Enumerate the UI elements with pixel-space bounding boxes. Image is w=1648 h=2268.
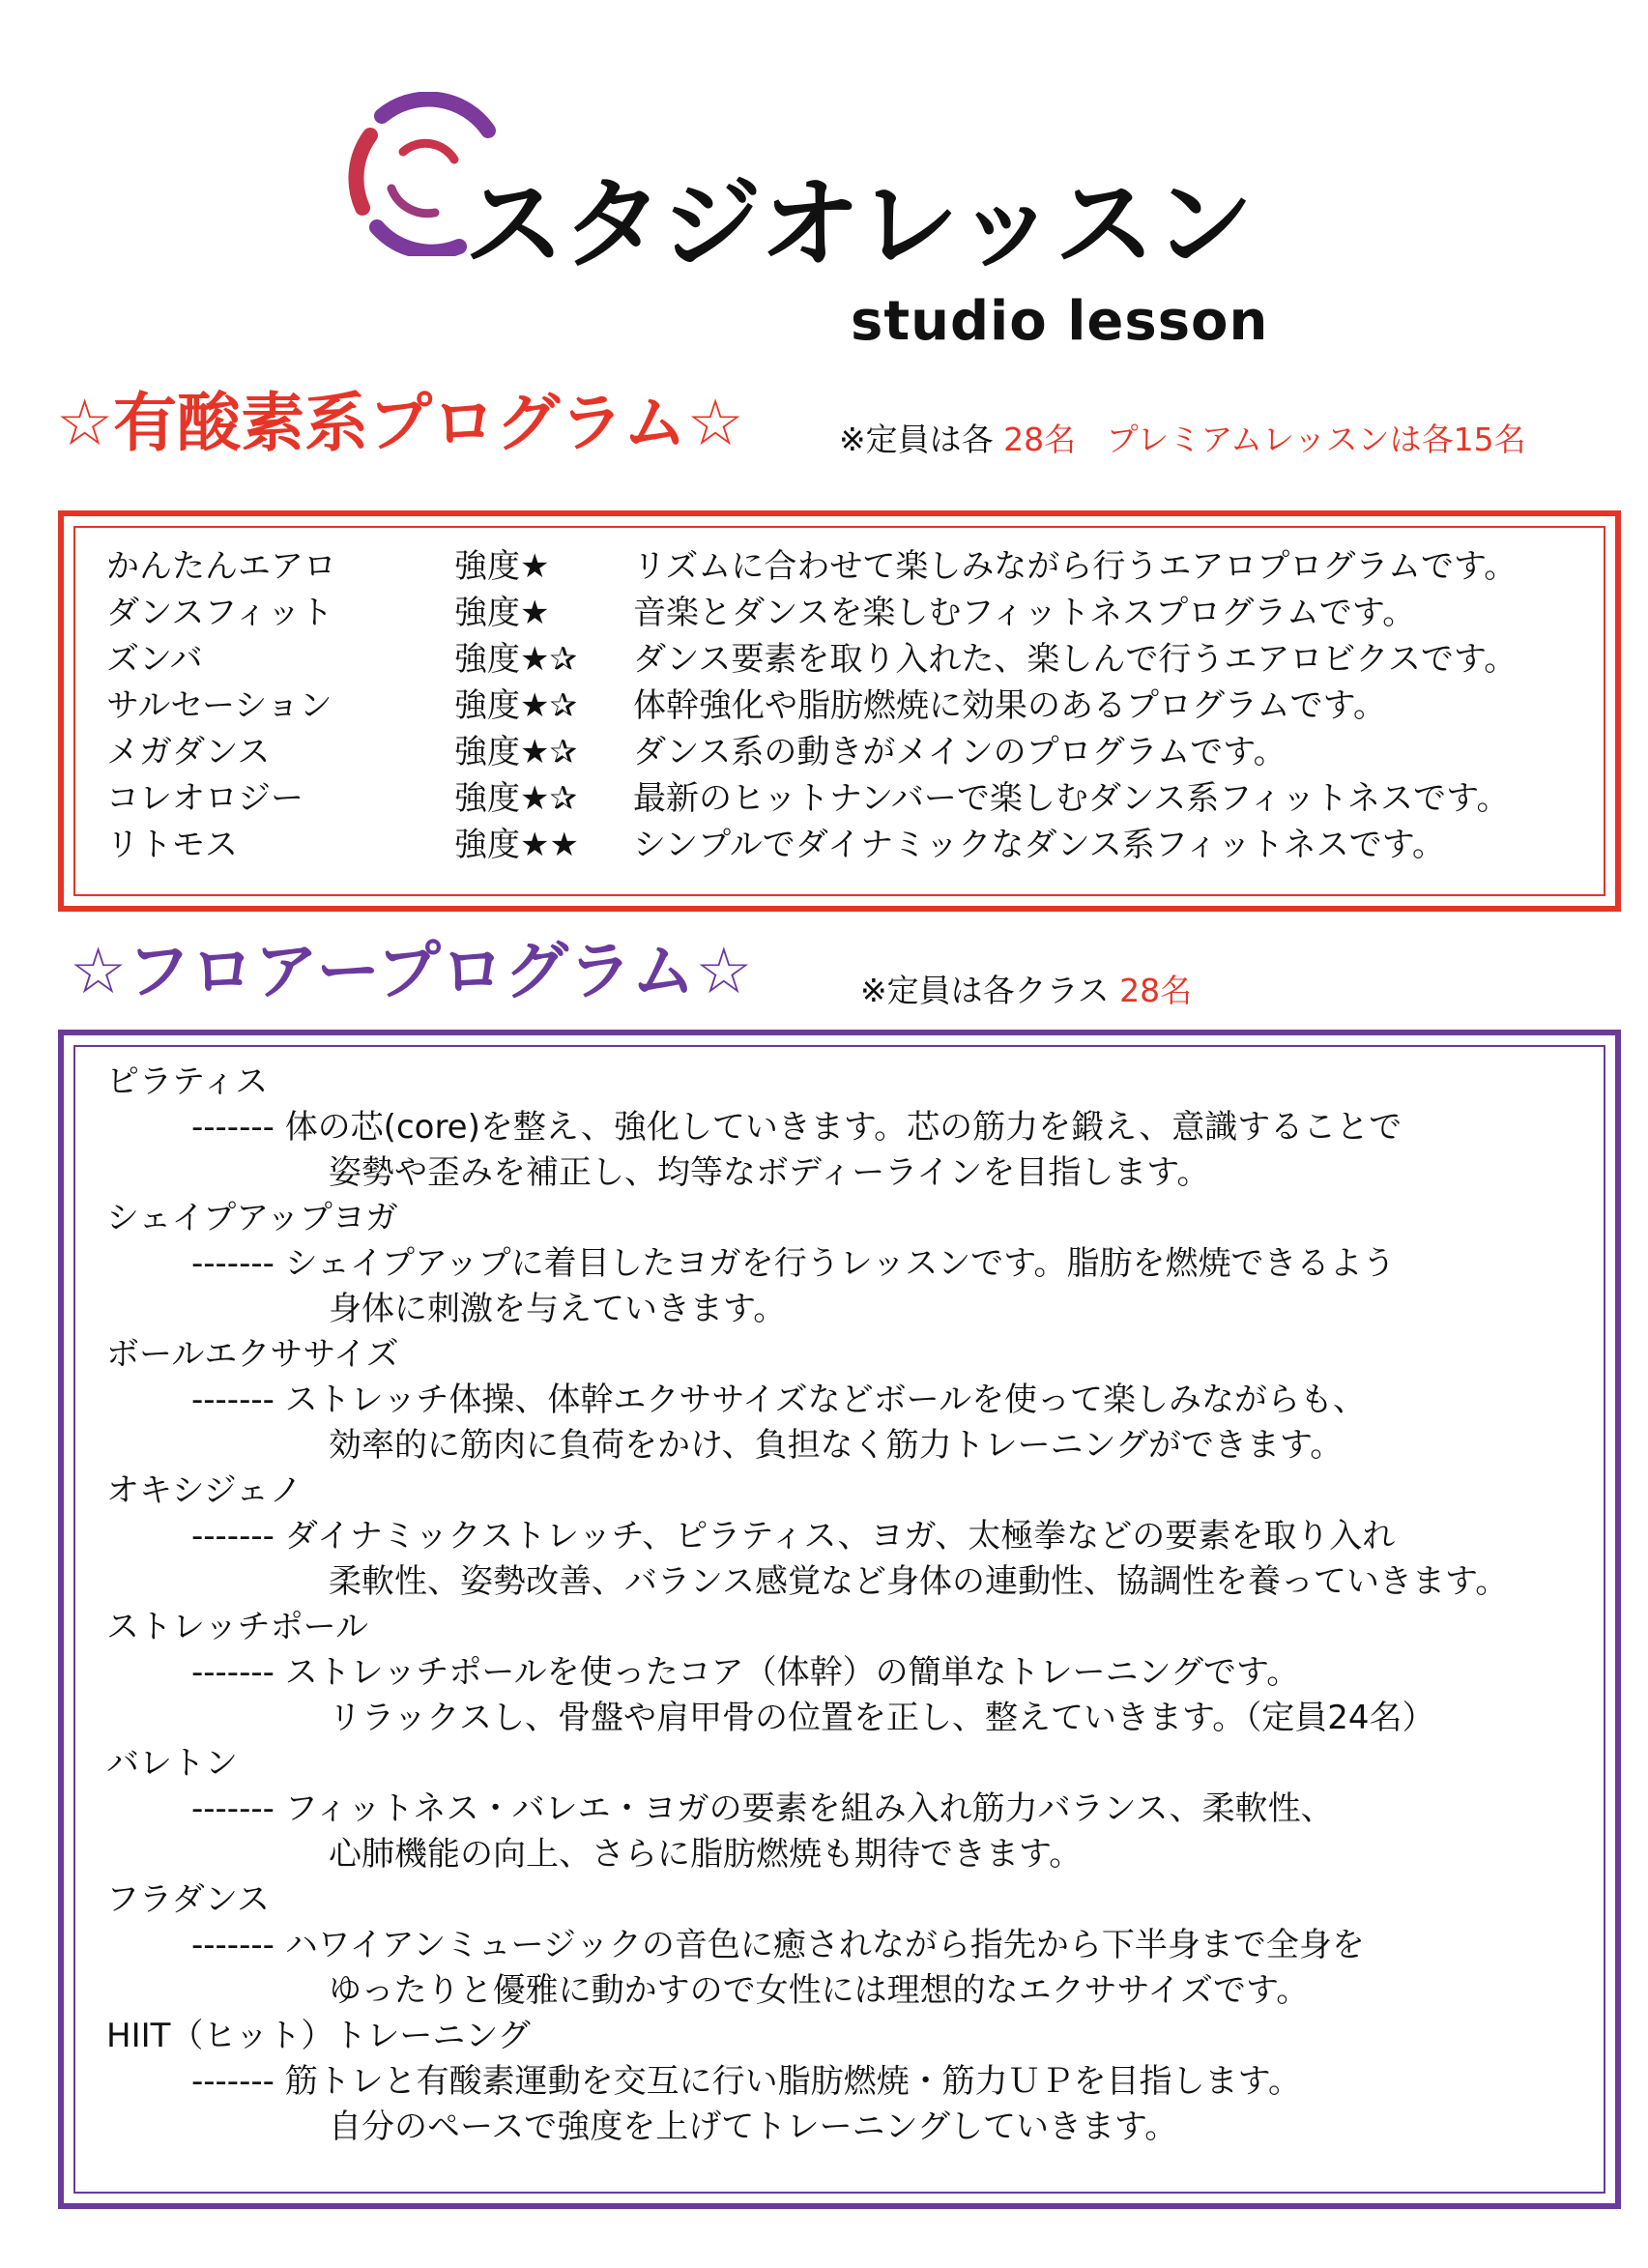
aerobic-section-title: ☆有酸素系プログラム☆ <box>56 386 744 460</box>
program-name: かんたんエアロ <box>106 547 336 586</box>
logo-subtitle: studio lesson <box>851 290 1269 353</box>
program-name: コレオロジー <box>106 779 304 818</box>
program-intensity: 強度★✰ <box>454 640 577 679</box>
aerobic-program-row <box>106 543 1614 590</box>
program-description-line2: 心肺機能の向上、さらに脂肪燃焼も期待できます。 <box>329 1835 1083 1874</box>
floor-capacity-note <box>860 972 1193 1009</box>
program-description-line2: 身体に刺激を与えていきます。 <box>329 1290 787 1328</box>
program-name: ピラティス <box>106 1062 269 1101</box>
program-intensity: 強度★★ <box>454 826 579 864</box>
program-description-line1: ------- ダイナミックストレッチ、ピラティス、ヨガ、太極拳などの要素を取り入れ <box>191 1517 1396 1556</box>
program-description-line1: ------- フィットネス・バレエ・ヨガの要素を組み入れ筋力バランス、柔軟性、 <box>191 1789 1334 1828</box>
aerobic-program-row <box>106 775 1614 822</box>
program-description: 体幹強化や脂肪燃焼に効果のあるプログラムです。 <box>633 686 1386 725</box>
note-count: 28名 <box>1119 972 1193 1009</box>
note-premium: プレミアムレッスンは各15名 <box>1106 421 1526 458</box>
program-intensity: 強度★✰ <box>454 686 577 725</box>
floor-program-item <box>106 2014 1595 2150</box>
program-description: ダンス要素を取り入れた、楽しんで行うエアロビクスです。 <box>633 640 1518 679</box>
program-description-line1: ------- 体の芯(core)を整え、強化していきます。芯の筋力を鍛え、意識することで <box>191 1108 1402 1147</box>
program-name: ダンスフィット <box>106 594 333 632</box>
note-count: 28名 <box>1003 421 1077 458</box>
program-description: シンプルでダイナミックなダンス系フィットネスです。 <box>633 826 1445 864</box>
aerobic-program-row <box>106 729 1614 775</box>
program-description-line2: リラックスし、骨盤や肩甲骨の位置を正し、整えていきます。（定員24名） <box>329 1699 1435 1737</box>
program-name: フラダンス <box>106 1880 270 1919</box>
program-name: オキシジェノ <box>106 1471 303 1510</box>
program-description-line2: 効率的に筋肉に負荷をかけ、負担なく筋力トレーニングができます。 <box>329 1426 1344 1465</box>
program-name: バレトン <box>106 1744 238 1783</box>
program-name: リトモス <box>106 826 238 864</box>
program-name: HIIT（ヒット）トレーニング <box>106 2017 531 2055</box>
program-name: ストレッチポール <box>106 1608 368 1646</box>
aerobic-program-row <box>106 590 1614 636</box>
program-name: メガダンス <box>106 733 271 771</box>
program-intensity: 強度★✰ <box>454 779 577 818</box>
aerobic-program-row <box>106 683 1614 729</box>
program-description: 音楽とダンスを楽しむフィットネスプログラムです。 <box>633 594 1416 632</box>
floor-program-item <box>106 1196 1595 1332</box>
program-intensity: 強度★✰ <box>454 733 577 771</box>
program-name: ズンバ <box>106 640 203 679</box>
floor-program-item <box>106 1605 1595 1741</box>
program-description: 最新のヒットナンバーで楽しむダンス系フィットネスです。 <box>633 779 1510 818</box>
floor-program-item <box>106 1060 1595 1196</box>
aerobic-program-row <box>106 636 1614 683</box>
program-intensity: 強度★ <box>454 594 550 632</box>
logo-title: スタジオレッスン <box>464 165 1252 283</box>
floor-program-item <box>106 1741 1595 1877</box>
floor-section-title: ☆フロアープログラム☆ <box>70 934 753 1008</box>
aerobic-capacity-note <box>839 421 1526 458</box>
floor-program-item <box>106 1877 1595 2014</box>
program-description-line1: ------- ストレッチ体操、体幹エクササイズなどボールを使って楽しみながらも、 <box>191 1381 1366 1419</box>
program-description-line2: 姿勢や歪みを補正し、均等なボディーラインを目指します。 <box>329 1153 1210 1192</box>
program-name: シェイプアップヨガ <box>106 1199 398 1237</box>
program-description-line1: ------- シェイプアップに着目したヨガを行うレッスンです。脂肪を燃焼できるよう <box>191 1244 1396 1283</box>
program-description: リズムに合わせて楽しみながら行うエアロプログラムです。 <box>633 547 1518 586</box>
program-name: ボールエクササイズ <box>106 1335 399 1374</box>
note-prefix: ※定員は各クラス <box>860 972 1110 1009</box>
floor-program-item <box>106 1332 1595 1468</box>
program-description-line2: ゆったりと優雅に動かすので女性には理想的なエクササイズです。 <box>329 1971 1310 2010</box>
program-description: ダンス系の動きがメインのプログラムです。 <box>633 733 1287 771</box>
program-description-line2: 柔軟性、姿勢改善、バランス感覚など身体の連動性、協調性を養っていきます。 <box>329 1562 1509 1601</box>
floor-program-item <box>106 1468 1595 1605</box>
program-description-line2: 自分のペースで強度を上げてトレーニングしていきます。 <box>329 2108 1178 2146</box>
note-prefix: ※定員は各 <box>839 421 994 458</box>
program-description-line1: ------- ハワイアンミュージックの音色に癒されながら指先から下半身まで全身を <box>191 1926 1365 1964</box>
aerobic-program-row <box>106 822 1614 868</box>
program-description-line1: ------- ストレッチポールを使ったコア（体幹）の簡単なトレーニングです。 <box>191 1653 1300 1692</box>
program-description-line1: ------- 筋トレと有酸素運動を交互に行い脂肪燃焼・筋力ＵＰを目指します。 <box>191 2062 1301 2101</box>
program-name: サルセーション <box>106 686 332 725</box>
program-intensity: 強度★ <box>454 547 550 586</box>
